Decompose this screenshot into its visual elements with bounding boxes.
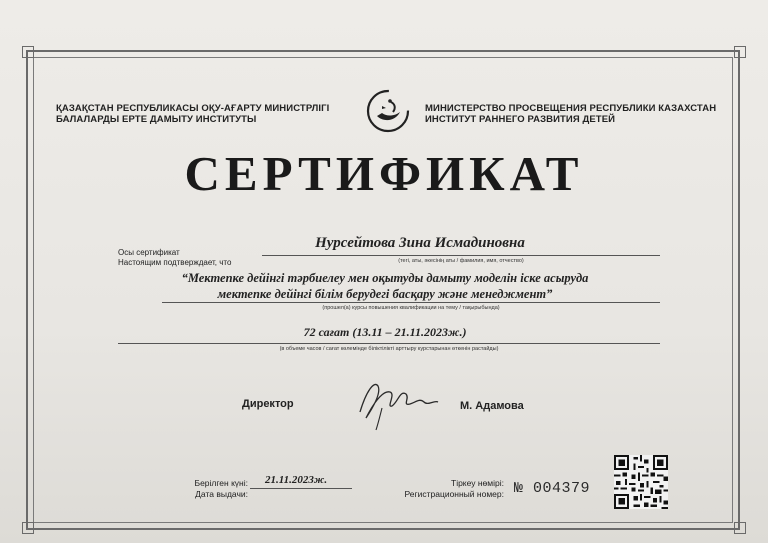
recipient-name: Нурсейтова Зина Исмадиновна (315, 235, 525, 251)
ministry-header-ru (425, 103, 716, 125)
swan-logo-icon (365, 88, 411, 134)
registration-number: № 004379 (514, 480, 591, 497)
signature (352, 372, 442, 432)
date-underline (250, 488, 352, 489)
recipient-caption: (тегі, аты, әкесінің аты / фамилия, имя, отчество) (398, 258, 524, 264)
intro-kz: Осы сертификат (118, 248, 180, 257)
ministry-kz-line2: БАЛАЛАРДЫ ЕРТЕ ДАМЫТУ ИНСТИТУТЫ (56, 114, 257, 125)
issue-date: 21.11.2023ж. (265, 474, 328, 486)
frame-corner (734, 46, 746, 58)
director-label: Директор (242, 398, 294, 410)
issue-label-ru: Дата выдачи: (195, 489, 248, 499)
course-line2: мектепке дейінгі білім берудегі басқару және менеджмент” (217, 287, 553, 301)
registration-label-kz: Тіркеу нөмірі: (451, 478, 504, 488)
issue-date-label (170, 478, 248, 500)
frame-corner (734, 522, 746, 534)
hours-underline (118, 343, 660, 344)
issue-label-kz: Берілген күні: (194, 478, 248, 488)
registration-label-ru: Регистрационный номер: (404, 489, 504, 499)
name-underline (262, 255, 660, 256)
course-hours: 72 сағат (13.11 – 21.11.2023ж.) (303, 325, 467, 339)
registration-label (380, 478, 504, 500)
course-title (150, 270, 620, 302)
course-underline (162, 302, 660, 303)
course-caption: (прошел(а) курсы повышения квалификации на тему / тақырыбында) (322, 305, 500, 311)
frame-corner (22, 522, 34, 534)
hours-caption: (в объеме часов / сағат көлемінде біліктілікті арттыру курстарынан өткенін растайды) (279, 346, 499, 352)
frame-corner (22, 46, 34, 58)
director-name: М. Адамова (460, 400, 524, 412)
ministry-ru-line1: МИНИСТЕРСТВО ПРОСВЕЩЕНИЯ РЕСПУБЛИКИ КАЗАХСТАН (425, 103, 717, 114)
course-line1: “Мектепке дейінгі тәрбиелеу мен оқытуды дамыту моделін іске асыруда (181, 271, 589, 285)
qr-code-icon (614, 455, 668, 509)
ministry-header-kz (56, 103, 329, 125)
certificate-title: СЕРТИФИКАТ (184, 146, 584, 201)
ministry-kz-line1: ҚАЗАҚСТАН РЕСПУБЛИКАСЫ ОҚУ-АҒАРТУ МИНИСТРЛІГІ (56, 103, 330, 114)
ministry-ru-line2: ИНСТИТУТ РАННЕГО РАЗВИТИЯ ДЕТЕЙ (425, 114, 616, 125)
intro-ru: Настоящим подтверждает, что (118, 258, 232, 267)
